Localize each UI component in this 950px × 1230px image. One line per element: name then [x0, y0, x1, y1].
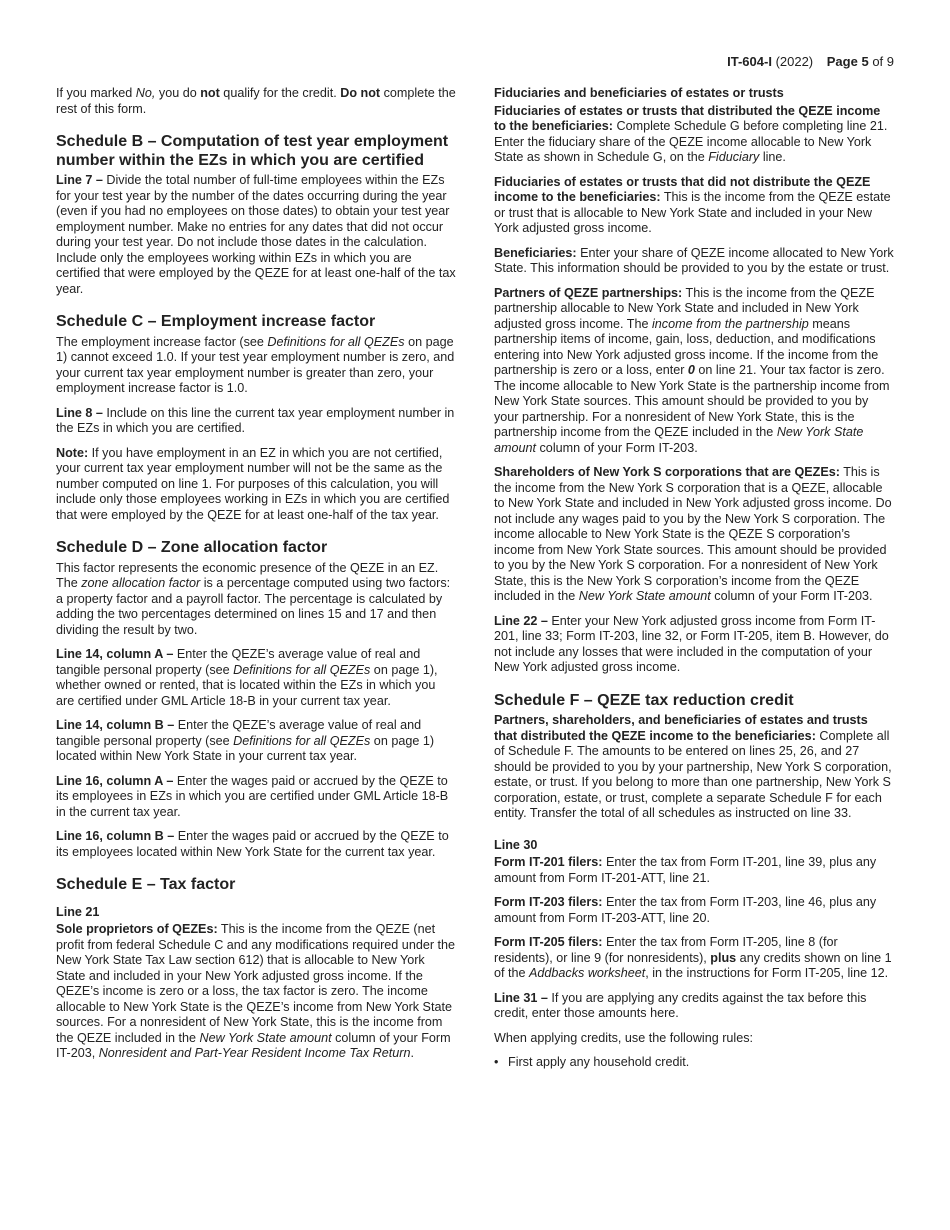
list-item: • First apply any household credit. [494, 1055, 894, 1071]
fiduciaries-heading: Fiduciaries and beneficiaries of estates or trusts [494, 86, 784, 100]
page-header [727, 54, 894, 70]
line-14a-paragraph: Line 14, column A – Enter the QEZE’s average value of real and tangible personal property (see Definitions for all QEZEs on page 1), whether owned or rented, that is located within the EZs in which you are certified under GML Article 18-B in your current tax year. [56, 647, 438, 708]
credit-rules-list [494, 1055, 894, 1071]
schedule-e-heading: Schedule E – Tax factor [56, 876, 236, 893]
schedule-d-intro: This factor represents the economic presence of the QEZE in an EZ. The zone allocation factor is a percentage computed using two factors: a property factor and a payroll factor. The percentage is calculated by adding the two percentages determined on lines 15 and 17 and then dividing the result by two. [56, 560, 451, 637]
it203-filers-paragraph: Form IT-203 filers: Enter the tax from Form IT-203, line 46, plus any amount from Form IT-203-ATT, line 20. [494, 895, 877, 925]
beneficiaries-paragraph: Beneficiaries: Enter your share of QEZE income allocated to New York State. This information should be provided to you by the estate or trust. [494, 245, 894, 275]
line-31-paragraph: Line 31 – If you are applying any credits against the tax before this credit, enter those amounts here. [494, 990, 867, 1020]
shareholders-paragraph: Shareholders of New York S corporations that are QEZEs: This is the income from the New York S corporation that is a QEZE, allocable to New York State and included in New York adjusted gross income. Do not include any wages paid to you by the New York S corporation. The income allocable to New York State is the QEZE S corporation’s income from New York State sources. This amount should be provided to you by the New York S corporation. For a nonresident of New York State, this is the New York S corporation’s income from the QEZE included in the New York State amount column of your Form IT-203. [494, 465, 892, 603]
schedule-d-heading: Schedule D – Zone allocation factor [56, 539, 328, 556]
it201-filers-paragraph: Form IT-201 filers: Enter the tax from Form IT-201, line 39, plus any amount from Form IT-201-ATT, line 21. [494, 855, 877, 885]
schedule-f-intro: Partners, shareholders, and beneficiaries of estates and trusts that distributed the QEZE income to the beneficiaries: Complete all of Schedule F. The amounts to be entered on lines 25, 26, and 27 should be provided to you by your partnership, New York S corporation, estate, or trust. If you belong to more than one partnership, New York S corporation, estate, or trust, complete a separate Schedule F for each entity. Transfer the total of all schedules as instructed on line 33. [494, 713, 892, 820]
schedule-c-note: Note: If you have employment in an EZ in which you are not certified, your current tax year employment number will not be the same as the number computed on line 1. For purposes of this calculation, you will include only those employees working in EZs in which you are certified that were employed by the QEZE for at least one-half of the tax year. [56, 445, 450, 522]
line-30-subheading: Line 30 [494, 837, 538, 852]
credit-rules-intro: When applying credits, use the following rules: [494, 1030, 754, 1045]
schedule-f-heading: Schedule F – QEZE tax reduction credit [494, 691, 794, 709]
page-total: of 9 [872, 54, 894, 69]
line-8-paragraph: Line 8 – Include on this line the current tax year employment number in the EZs in which you are certified. [56, 405, 455, 435]
line-16b-paragraph: Line 16, column B – Enter the wages paid or accrued by the QEZE to its employees located within New York State for the current tax year. [56, 829, 449, 859]
schedule-c-heading: Schedule C – Employment increase factor [56, 313, 376, 330]
it205-filers-paragraph: Form IT-205 filers: Enter the tax from Form IT-205, line 8 (for residents), or line 9 (for nonresidents), plus any credits shown on line 1 of the Addbacks worksheet, in the instructions for Form IT-205, line 12. [494, 935, 892, 980]
right-column [494, 86, 894, 1071]
intro-paragraph: If you marked No, you do not qualify for the credit. Do not complete the rest of this form. [56, 86, 456, 116]
form-id: IT-604-I [727, 54, 772, 69]
line-14b-paragraph: Line 14, column B – Enter the QEZE’s average value of real and tangible personal property (see Definitions for all QEZEs on page 1) located within New York State in your current tax year. [56, 718, 435, 763]
partners-paragraph: Partners of QEZE partnerships: This is the income from the QEZE partnership allocable to New York State and included in New York adjusted gross income. The income from the partnership means partnership items of income, gain, loss, deduction, and modifications entering into New York adjusted gross income. If the income from the partnership is zero or a loss, enter 0 on line 21. Your tax factor is zero. The income allocable to New York State is the partnership income from New York State sources. This amount should be provided to you by your partnership. For a nonresident of New York State, this is the partnership income from the QEZE included in the New York State amount column of your Form IT-203. [494, 285, 890, 455]
fiduciaries-not-distributed-paragraph: Fiduciaries of estates or trusts that did not distribute the QEZE income to the beneficiaries: This is the income from the QEZE estate or trust that is allocable to New York State and included in your New York adjusted gross income. [494, 174, 891, 235]
form-year: (2022) [775, 54, 814, 69]
schedule-c-intro: The employment increase factor (see Definitions for all QEZEs on page 1) cannot exceed 1.0. If your test year employment number is zero, and your current tax year employment number is greater than zero, your employment increase factor is 1.0. [56, 334, 455, 395]
schedule-b-heading: Schedule B – Computation of test year employment number within the EZs in which you are certified [56, 133, 449, 169]
page-number: Page 5 [826, 54, 869, 69]
fiduciaries-distributed-paragraph: Fiduciaries of estates or trusts that distributed the QEZE income to the beneficiaries: Complete Schedule G before completing line 21. Enter the fiduciary share of the QEZE income allocable to New York State as shown in Schedule G, on the Fiduciary line. [494, 103, 888, 164]
line-21-subheading: Line 21 [56, 904, 100, 919]
line-16a-paragraph: Line 16, column A – Enter the wages paid or accrued by the QEZE to its employees in EZs in which you are certified under GML Article 18-B in the current tax year. [56, 773, 449, 819]
line-22-paragraph: Line 22 – Enter your New York adjusted gross income from Form IT-201, line 33; Form IT-203, line 32, or Form IT-205, item B. However, do not include any losses that were included in the computation of your New York adjusted gross income. [494, 613, 889, 674]
left-column [56, 86, 456, 1071]
sole-proprietors-paragraph: Sole proprietors of QEZEs: This is the income from the QEZE (net profit from federal Schedule C and any modifications required under the New York State Tax Law section 612) that is allocable to New York State and included in your New York adjusted gross income. If the QEZE’s income is zero or a loss, the tax factor is zero. The income allocable to New York State is the QEZE’s income from New York State sources. For a nonresident of New York State, this is the income from the QEZE included in the New York State amount column of your Form IT-203, Nonresident and Part-Year Resident Income Tax Return. [56, 922, 456, 1060]
line-7-paragraph: Line 7 – Divide the total number of full-time employees within the EZs for your test year by the number of the dates occurring during the year (even if you had no employees on those dates) to obtain your test year employment number. Make no entries for any dates that did not occur during your test year. Do not include those dates in the calculation. Include only the employees working within EZs in which you are certified that were employed by the QEZE for at least one-half of the tax year. [56, 173, 456, 296]
